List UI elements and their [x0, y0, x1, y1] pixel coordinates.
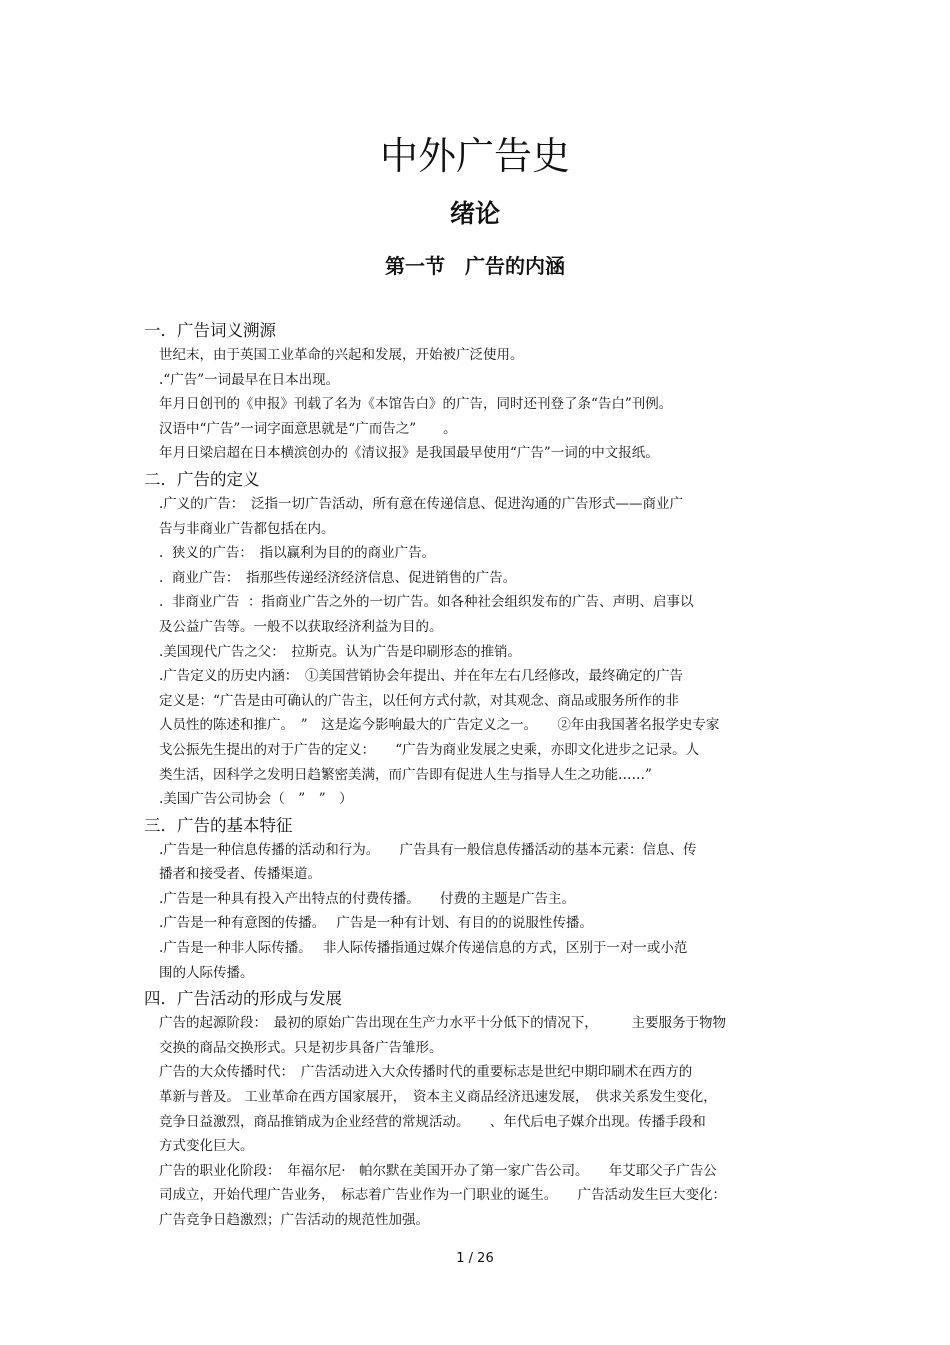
paragraph-line: .广告定义的历史内涵： ①美国营销协会年提出、并在年左右几经修改，最终确定的广告: [159, 668, 684, 685]
paragraph-line: .广告是一种信息传播的活动和行为。 广告具有一般信息传播活动的基本元素：信息、传: [159, 841, 697, 858]
paragraph-line: 年月日创刊的《申报》刊载了名为《本馆告白》的广告，同时还刊登了条“告白”刊例。: [159, 396, 673, 413]
paragraph-line: 方式变化巨大。: [159, 1138, 254, 1155]
subsection-heading: 一．广告词义溯源: [144, 321, 276, 340]
paragraph-line: 革新与普及。 工业革命在西方国家展开， 资本主义商品经济迅速发展， 供求关系发生变化，: [159, 1089, 717, 1106]
paragraph-line: .“广告”一词最早在日本出现。: [159, 371, 340, 388]
paragraph-line: 告与非商业广告都包括在内。: [159, 520, 335, 537]
paragraph-line: 交换的商品交换形式。只是初步具备广告雏形。: [159, 1039, 443, 1056]
paragraph-line: .广义的广告： 泛指一切广告活动，所有意在传递信息、促进沟通的广告形式——商业广: [159, 495, 684, 512]
paragraph-line: 广告竞争日趋激烈；广告活动的规范性加强。: [159, 1212, 429, 1228]
paragraph-line: 广告的大众传播时代： 广告活动进入大众传播时代的重要标志是世纪中期印刷术在西方的: [159, 1064, 693, 1081]
paragraph-line: 年月日梁启超在日本横滨创办的《清议报》是我国最早使用“广告”一词的中文报纸。: [159, 445, 659, 462]
chapter-title: 绪论: [449, 199, 500, 228]
paragraph-line: 类生活，因科学之发明日趋繁密美满，而广告即有促进人生与指导人生之功能……”: [159, 766, 652, 783]
paragraph-line: 戈公振先生提出的对于广告的定义： “广告为商业发展之史乘，亦即文化进步之记录。人: [159, 741, 700, 758]
subsection-heading: 四．广告活动的形成与发展: [144, 989, 342, 1009]
paragraph-line: 世纪末，由于英国工业革命的兴起和发展，开始被广泛使用。: [159, 347, 524, 363]
paragraph-line: .广告是一种具有投入产出特点的付费传播。 付费的主题是广告主。: [159, 890, 576, 907]
section-title: 第一节 广告的内涵: [385, 254, 565, 278]
paragraph-line: 广告的职业化阶段： 年福尔尼· 帕尔默在美国开办了第一家广告公司。 年艾耶父子广告公: [159, 1162, 717, 1179]
paragraph-line: .广告是一种有意图的传播。 广告是一种有计划、有目的的说服性传播。: [159, 915, 593, 932]
paragraph-line: .广告是一种非人际传播。 非人际传播指通过媒介传递信息的方式，区别于一对一或小范: [159, 940, 688, 957]
subsection-heading: 三．广告的基本特征: [144, 815, 293, 835]
document-body: [143, 318, 808, 1233]
paragraph-line: 定义是：“广告是由可确认的广告主，以任何方式付款，对其观念、商品或服务所作的非: [159, 692, 679, 709]
subsection-heading: 二．广告的定义: [144, 469, 260, 489]
paragraph-line: 竞争日益激烈，商品推销成为企业经营的常规活动。 、年代后电子媒介出现。传播手段和: [159, 1113, 706, 1130]
paragraph-line: . 非商业广告 ：指商业广告之外的一切广告。如各种社会组织发布的广告、声明、启事以: [159, 594, 694, 611]
paragraph-line: 汉语中“广告”一词字面意思就是“广而告之” 。: [159, 420, 457, 437]
paragraph-line: 人员性的陈述和推广。 ” 这是迄今影响最大的广告定义之一。 ②年由我国著名报学史专家: [159, 717, 720, 734]
page-title: 中外广告史: [379, 134, 570, 178]
subsection-definition: [143, 467, 808, 812]
paragraph-line: .美国现代广告之父： 拉斯克。认为广告是印刷形态的推销。: [159, 643, 522, 660]
paragraph-line: . 狭义的广告： 指以赢利为目的的商业广告。: [159, 545, 436, 562]
paragraph-line: . 商业广告： 指那些传递经济经济信息、促进销售的广告。: [159, 569, 517, 586]
paragraph-line: 广告的起源阶段： 最初的原始广告出现在生产力水平十分低下的情况下， 主要服务于物物: [159, 1015, 726, 1032]
page-number: 1 / 26: [456, 1251, 494, 1266]
paragraph-line: 围的人际传播。: [159, 964, 254, 981]
subsection-word-origin: [143, 318, 808, 466]
subsection-development: [143, 986, 808, 1232]
paragraph-line: .美国广告公司协会（ ” ” ）: [159, 791, 353, 808]
paragraph-line: 播者和接受者、传播渠道。: [159, 866, 321, 883]
subsection-characteristics: [143, 813, 808, 986]
paragraph-line: 及公益广告等。一般不以获取经济利益为目的。: [159, 618, 443, 635]
paragraph-line: 司成立，开始代理广告业务， 标志着广告业作为一门职业的诞生。 广告活动发生巨大变化：: [159, 1187, 726, 1204]
